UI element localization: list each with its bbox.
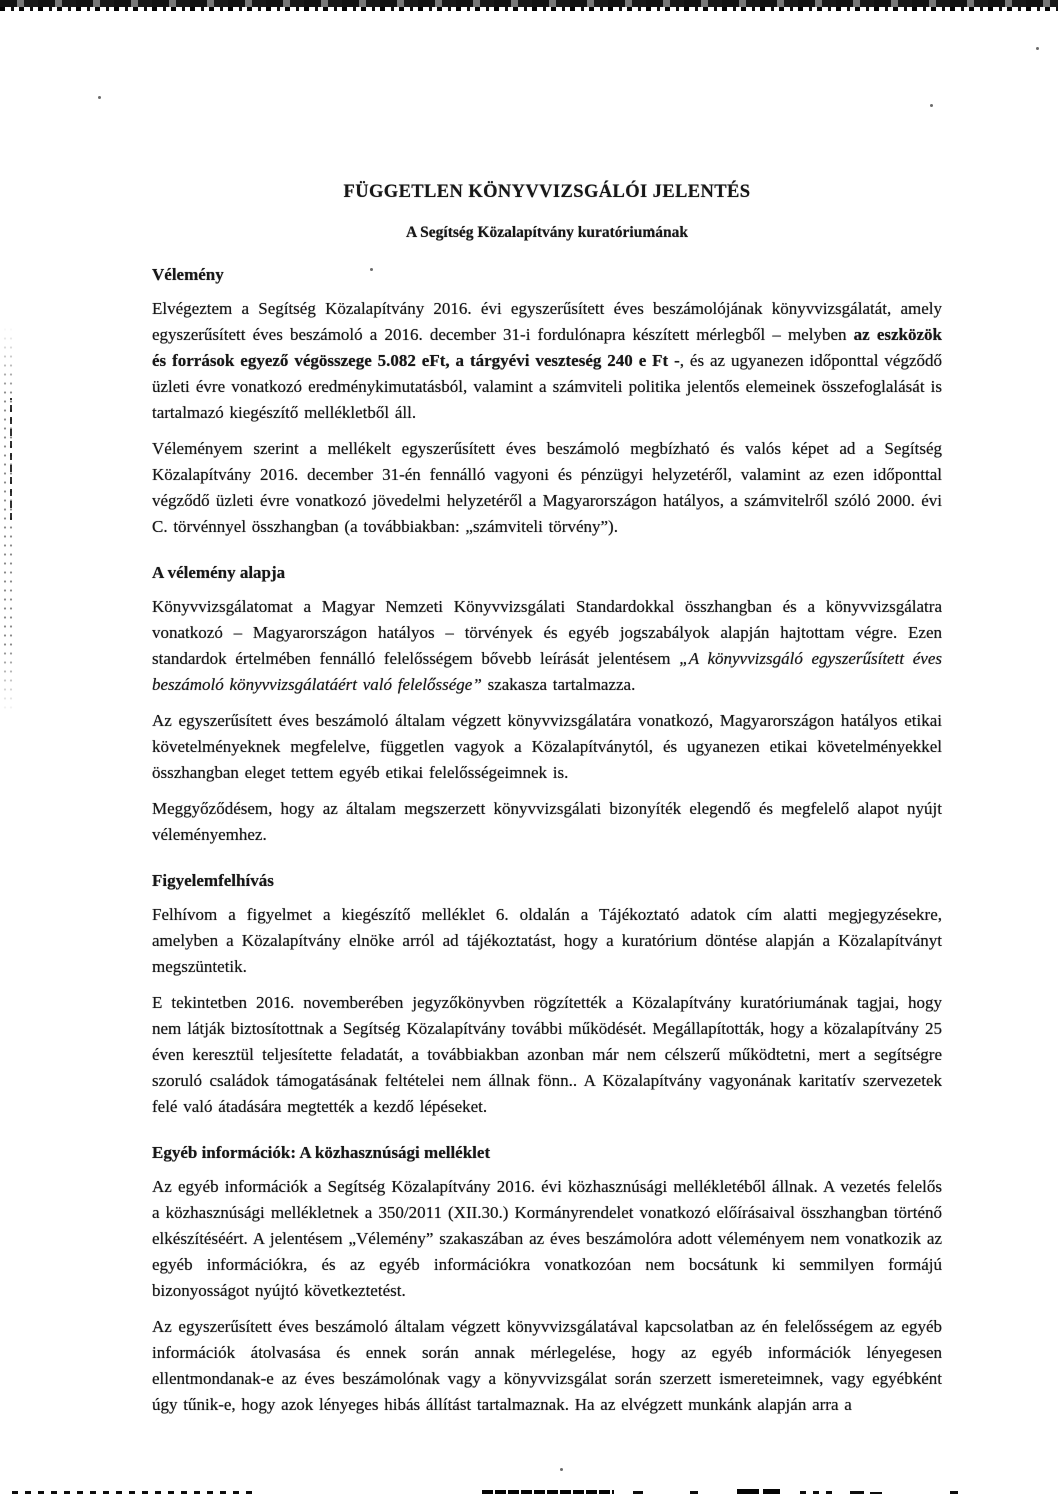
scan-dash [737,1489,759,1494]
paragraph-emphasis-2: E tekintetben 2016. novemberében jegyzőkönyvben rögzítették a Közalapítvány kuratóriumának tagjai, hogy nem látják biztosítottnak a Segítség Közalapítvány további működését. Megállapították, hogy a közalapítvány 25 éven keresztül teljesítette feladatát, a továbbiakban azonban már nem célszerű működtetni, mert a segítségre szoruló családok támogatásának feltételei nem állnak fönn.. A Közalapítvány vagyonának karitatív szervezetek felé való átadására megtették a kezdő lépéseket. [152,993,942,1116]
text-run: , és az ugyanezen időponttal végződő üzleti évre vonatkozó eredménykimutatásból, valamint a számviteli politika jelentős elemeinek összefoglalását is tartalmazó kiegészítő mellékletből áll. [152,351,942,422]
scan-dash [690,1491,698,1494]
text-run: Könyvvizsgálatomat a Magyar Nemzeti Könyvvizsgálati Standardokkal összhangban és a könyvvizsgálatra vonatkozó – Magyarországon hatályos – törvények és egyéb jogszabályok alapján hajtottam végre. Ezen standardok értelmében fennálló felelősségem bővebb leírását jelentésem [152,597,942,668]
scan-dash [950,1491,958,1494]
section-emphasis-of-matter [152,871,942,1120]
scan-dash [633,1491,643,1494]
section-heading-other-info: Egyéb információk: A közhasznúsági melléklet [152,1143,491,1162]
scan-speckle [560,1468,563,1471]
scan-dash-dense [482,1490,614,1494]
section-opinion [152,265,942,540]
paragraph-opinion-2: Véleményem szerint a mellékelt egyszerűsített éves beszámoló megbízható és valós képet ad a Segítség Közalapítvány 2016. december 31-én fennálló vagyoni és pénzügyi helyzetéről, valamint az ezen időponttal végződő üzleti évre vonatkozó jövedelmi helyzetéről a Magyarországon hatályos, a számvitelről szóló 2000. évi C. törvénnyel összhangban (a továbbiakban: „számviteli törvény”). [152,439,942,536]
paragraph-opinion-1 [152,296,942,426]
document-title: FÜGGETLEN KÖNYVVIZSGÁLÓI JELENTÉS [343,182,751,202]
scan-noise-left-margin [2,325,15,715]
section-other-information [152,1143,942,1418]
scan-speckle [98,96,101,99]
document-body [152,0,942,1428]
scan-artifact-left-line [10,398,12,520]
text-run-bold-totals: az eszközök és források egyező végösszege 5.082 eFt, a tárgyévi veszteség 240 e Ft - [152,325,942,370]
scan-dash-cluster [800,1491,832,1494]
section-basis-for-opinion [152,563,942,848]
section-heading-emphasis: Figyelemfelhívás [152,871,274,890]
section-heading-basis: A vélemény alapja [152,563,286,582]
scan-dash [870,1492,882,1494]
text-run: Elvégeztem a Segítség Közalapítvány 2016. évi egyszerűsített éves beszámolójának könyvvizsgálatát, amely egyszerűsített éves beszámoló a 2016. december 31-i fordulónapra készített mérlegből – melyben [152,299,942,344]
scan-dash [850,1491,864,1494]
section-heading-opinion: Vélemény [152,265,224,284]
text-run: szakasza tartalmazza. [481,675,636,694]
paragraph-other-info-2: Az egyszerűsített éves beszámoló általam végzett könyvvizsgálatával kapcsolatban az én felelősségem az egyéb információk átolvasása és ennek során annak mérlegelése, hogy az egyéb információk lényegesen ellentmondanak-e az éves beszámolónak vagy a könyvvizsgálat során szerzett ismereteimnek, vagy egyébként úgy tűnik-e, hogy azok lényeges hibás állítást tartalmaznak. Ha az elvégzett munkánk alapján arra a [152,1317,942,1414]
scan-speckle [1036,47,1039,50]
text-run-italic-reference: „A könyvvizsgáló egyszerűsített éves beszámoló könyvvizsgálatáért való felelőssége” [152,649,942,694]
paragraph-emphasis-1: Felhívom a figyelmet a kiegészítő melléklet 6. oldalán a Tájékoztató adatok cím alatti megjegyzésekre, amelyben a Közalapítvány elnöke arról ad tájékoztatást, hogy a kuratórium döntése alapján a Közalapítványt megszüntetik. [152,905,942,976]
paragraph-basis-3: Meggyőződésem, hogy az általam megszerzett könyvvizsgálati bizonyíték elegendő és megfelelő alapot nyújt véleményemhez. [152,799,942,844]
paragraph-other-info-1: Az egyéb információk a Segítség Közalapítvány 2016. évi közhasznúsági mellékletéből állnak. A vezetés felelős a közhasznúsági mellékletnek a 350/2011 (XII.30.) Kormányrendelet vonatkozó előírásaival összhangban történő elkészítéséért. A jelentésem „Vélemény” szakaszában az éves beszámolóra adott véleményem nem vonatkozik az egyéb információkra, és az egyéb információkra vonatkozóan nem bocsátunk ki semmilyen formájú bizonyosságot nyújtó következtetést. [152,1177,942,1300]
scan-dash-cluster [12,1491,252,1494]
paragraph-basis-2: Az egyszerűsített éves beszámoló általam végzett könyvvizsgálatára vonatkozó, Magyarországon hatályos etikai követelményeknek megfelelve, független vagyok a Közalapítványtól, és ugyanezen etikai követelményekkel összhangban eleget tettem egyéb etikai felelősségeimnek is. [152,711,942,782]
paragraph-basis-1 [152,594,942,698]
scan-dash [763,1489,780,1494]
scan-artifact-bottom-row [0,1487,1058,1497]
document-addressee: A Segítség Közalapítvány kuratóriumának [405,224,689,241]
